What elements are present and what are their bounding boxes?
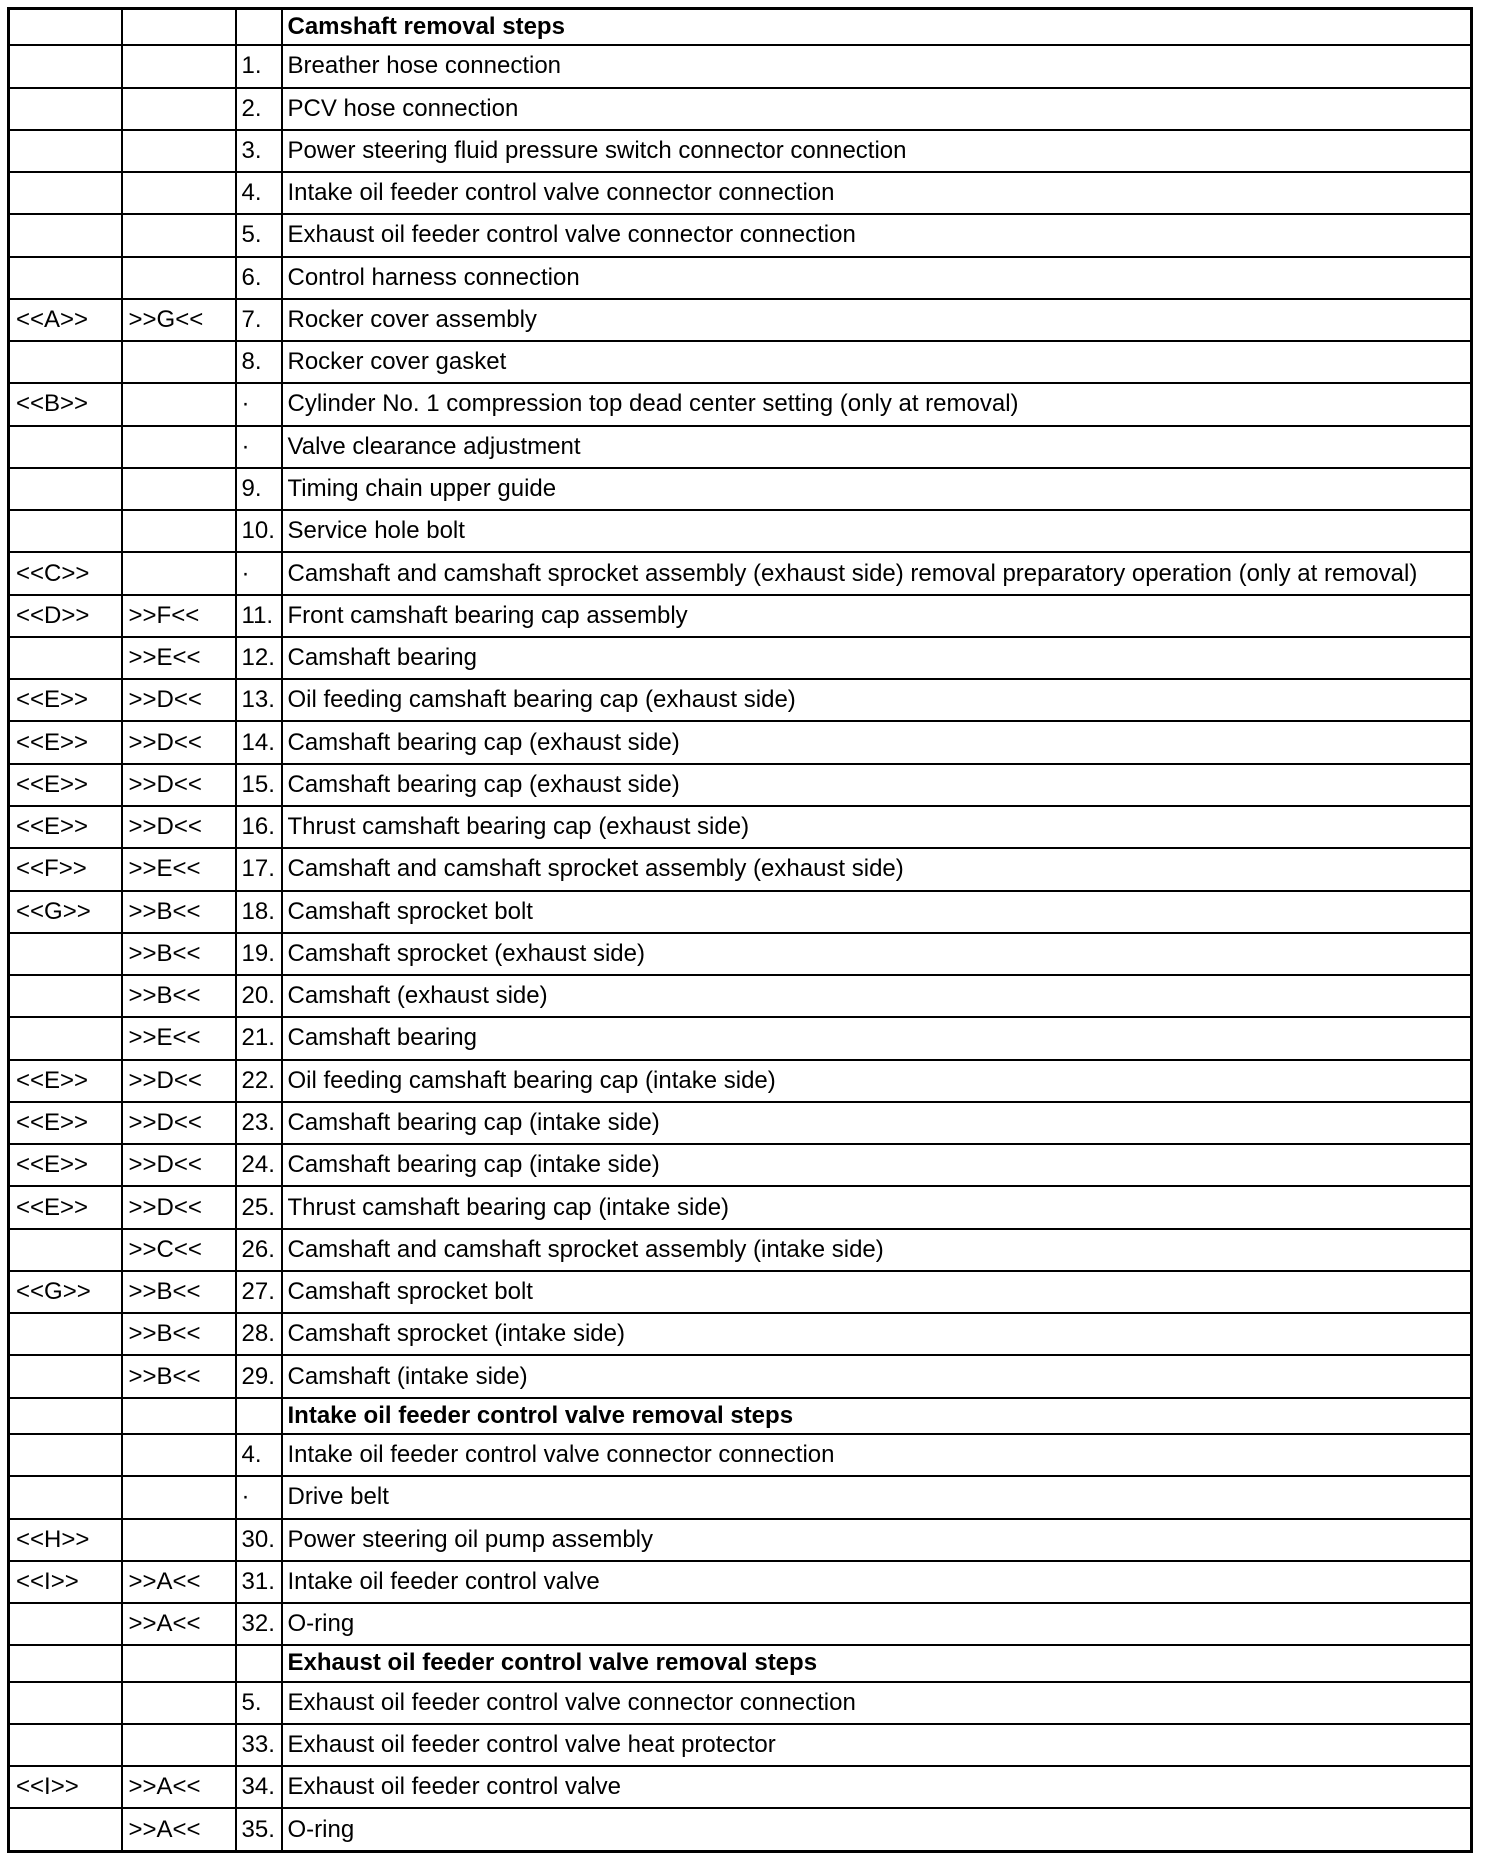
installation-service-point: >>D<< <box>122 1186 236 1228</box>
step-number: 25. <box>236 1186 282 1228</box>
step-description: Camshaft and camshaft sprocket assembly (exhaust side) <box>282 848 1472 890</box>
step-description: Power steering oil pump assembly <box>282 1519 1472 1561</box>
installation-service-point <box>122 1476 236 1518</box>
removal-service-point <box>9 1313 122 1355</box>
installation-service-point <box>122 383 236 425</box>
step-description: Camshaft (intake side) <box>282 1355 1472 1397</box>
step-number: 9. <box>236 468 282 510</box>
removal-service-point: <<E>> <box>9 1102 122 1144</box>
step-description: Timing chain upper guide <box>282 468 1472 510</box>
installation-service-point: >>G<< <box>122 299 236 341</box>
step-number: · <box>236 426 282 468</box>
removal-service-point: <<E>> <box>9 806 122 848</box>
removal-service-point <box>9 1434 122 1476</box>
removal-service-point <box>9 1017 122 1059</box>
installation-service-point <box>122 130 236 172</box>
table-row <box>9 383 1472 425</box>
removal-service-point <box>9 1398 122 1434</box>
table-row <box>9 1229 1472 1271</box>
step-number: 1. <box>236 45 282 87</box>
installation-service-point: >>B<< <box>122 1355 236 1397</box>
step-number: 32. <box>236 1603 282 1645</box>
removal-service-point <box>9 1682 122 1724</box>
removal-service-point <box>9 214 122 256</box>
step-description: Exhaust oil feeder control valve <box>282 1766 1472 1808</box>
step-number: 19. <box>236 933 282 975</box>
step-number: 3. <box>236 130 282 172</box>
step-number: 21. <box>236 1017 282 1059</box>
installation-service-point: >>A<< <box>122 1561 236 1603</box>
removal-service-point <box>9 426 122 468</box>
step-number <box>236 9 282 46</box>
table-row <box>9 45 1472 87</box>
step-number: 20. <box>236 975 282 1017</box>
step-number: · <box>236 552 282 594</box>
step-description: Drive belt <box>282 1476 1472 1518</box>
installation-service-point <box>122 257 236 299</box>
step-description: Camshaft and camshaft sprocket assembly (intake side) <box>282 1229 1472 1271</box>
table-row <box>9 510 1472 552</box>
section-title: Camshaft removal steps <box>282 9 1472 46</box>
step-number: 5. <box>236 1682 282 1724</box>
step-description: Camshaft sprocket (exhaust side) <box>282 933 1472 975</box>
removal-service-point: <<E>> <box>9 1186 122 1228</box>
step-description: Oil feeding camshaft bearing cap (exhaust side) <box>282 679 1472 721</box>
table-row <box>9 257 1472 299</box>
table-row <box>9 806 1472 848</box>
step-description: Rocker cover gasket <box>282 341 1472 383</box>
installation-service-point: >>D<< <box>122 721 236 763</box>
step-description: Camshaft bearing cap (exhaust side) <box>282 721 1472 763</box>
removal-service-point: <<C>> <box>9 552 122 594</box>
step-description: Intake oil feeder control valve connector connection <box>282 1434 1472 1476</box>
installation-service-point: >>B<< <box>122 891 236 933</box>
step-description: Thrust camshaft bearing cap (intake side) <box>282 1186 1472 1228</box>
table-row <box>9 1144 1472 1186</box>
step-description: Valve clearance adjustment <box>282 426 1472 468</box>
table-row <box>9 1186 1472 1228</box>
step-number: 34. <box>236 1766 282 1808</box>
removal-service-point: <<E>> <box>9 721 122 763</box>
step-description: Intake oil feeder control valve connector connection <box>282 172 1472 214</box>
step-number: 17. <box>236 848 282 890</box>
step-description: Intake oil feeder control valve <box>282 1561 1472 1603</box>
installation-service-point: >>B<< <box>122 1313 236 1355</box>
step-number: 13. <box>236 679 282 721</box>
table-row <box>9 1271 1472 1313</box>
table-row <box>9 595 1472 637</box>
installation-service-point: >>E<< <box>122 637 236 679</box>
step-description: Rocker cover assembly <box>282 299 1472 341</box>
step-number: 11. <box>236 595 282 637</box>
installation-service-point: >>B<< <box>122 1271 236 1313</box>
step-number: 12. <box>236 637 282 679</box>
installation-service-point <box>122 510 236 552</box>
installation-service-point: >>D<< <box>122 679 236 721</box>
table-row <box>9 637 1472 679</box>
table-row <box>9 1017 1472 1059</box>
step-description: Front camshaft bearing cap assembly <box>282 595 1472 637</box>
table-row <box>9 1766 1472 1808</box>
step-description: Oil feeding camshaft bearing cap (intake side) <box>282 1060 1472 1102</box>
installation-service-point <box>122 1645 236 1681</box>
section-header-row <box>9 1645 1472 1681</box>
removal-service-point: <<G>> <box>9 891 122 933</box>
removal-service-point <box>9 1229 122 1271</box>
table-row <box>9 468 1472 510</box>
installation-service-point <box>122 426 236 468</box>
step-number <box>236 1398 282 1434</box>
table-row <box>9 1313 1472 1355</box>
removal-service-point: <<F>> <box>9 848 122 890</box>
table-row <box>9 1434 1472 1476</box>
table-row <box>9 679 1472 721</box>
installation-service-point <box>122 1434 236 1476</box>
section-title: Exhaust oil feeder control valve removal steps <box>282 1645 1472 1681</box>
table-row <box>9 299 1472 341</box>
removal-service-point <box>9 933 122 975</box>
table-row <box>9 341 1472 383</box>
step-number: 6. <box>236 257 282 299</box>
installation-service-point <box>122 1724 236 1766</box>
removal-service-point: <<A>> <box>9 299 122 341</box>
step-description: Camshaft (exhaust side) <box>282 975 1472 1017</box>
installation-service-point <box>122 88 236 130</box>
table-row <box>9 426 1472 468</box>
removal-service-point <box>9 1808 122 1851</box>
installation-service-point: >>D<< <box>122 764 236 806</box>
step-description: Power steering fluid pressure switch connector connection <box>282 130 1472 172</box>
step-number: 10. <box>236 510 282 552</box>
removal-service-point: <<G>> <box>9 1271 122 1313</box>
step-number: 33. <box>236 1724 282 1766</box>
removal-service-point <box>9 1476 122 1518</box>
step-number: 22. <box>236 1060 282 1102</box>
step-description: Camshaft bearing cap (exhaust side) <box>282 764 1472 806</box>
step-number: 4. <box>236 172 282 214</box>
step-description: Camshaft bearing cap (intake side) <box>282 1144 1472 1186</box>
removal-service-point: <<E>> <box>9 764 122 806</box>
table-row <box>9 933 1472 975</box>
table-row <box>9 891 1472 933</box>
installation-service-point <box>122 468 236 510</box>
step-description: Exhaust oil feeder control valve connector connection <box>282 214 1472 256</box>
step-number: 31. <box>236 1561 282 1603</box>
installation-service-point <box>122 341 236 383</box>
installation-service-point <box>122 9 236 46</box>
step-number: 2. <box>236 88 282 130</box>
table-row <box>9 130 1472 172</box>
installation-service-point: >>E<< <box>122 1017 236 1059</box>
table-row <box>9 172 1472 214</box>
table-row <box>9 1102 1472 1144</box>
step-description: Camshaft sprocket (intake side) <box>282 1313 1472 1355</box>
step-description: Camshaft bearing <box>282 637 1472 679</box>
installation-service-point: >>A<< <box>122 1603 236 1645</box>
removal-service-point: <<I>> <box>9 1561 122 1603</box>
step-number: 26. <box>236 1229 282 1271</box>
installation-service-point: >>D<< <box>122 806 236 848</box>
table-row <box>9 1808 1472 1851</box>
step-number: 16. <box>236 806 282 848</box>
step-number: 5. <box>236 214 282 256</box>
table-row <box>9 848 1472 890</box>
removal-service-point: <<E>> <box>9 1144 122 1186</box>
step-number: 18. <box>236 891 282 933</box>
installation-service-point: >>A<< <box>122 1766 236 1808</box>
removal-service-point <box>9 1724 122 1766</box>
installation-service-point <box>122 172 236 214</box>
step-description: Camshaft bearing cap (intake side) <box>282 1102 1472 1144</box>
step-number: · <box>236 383 282 425</box>
step-number: 30. <box>236 1519 282 1561</box>
step-description: Breather hose connection <box>282 45 1472 87</box>
installation-service-point: >>B<< <box>122 933 236 975</box>
installation-service-point <box>122 1682 236 1724</box>
removal-service-point <box>9 468 122 510</box>
removal-service-point <box>9 9 122 46</box>
installation-service-point: >>D<< <box>122 1060 236 1102</box>
removal-steps-table <box>7 7 1473 1853</box>
removal-service-point <box>9 1645 122 1681</box>
table-row <box>9 552 1472 594</box>
step-description: O-ring <box>282 1808 1472 1851</box>
step-number: · <box>236 1476 282 1518</box>
step-number: 14. <box>236 721 282 763</box>
removal-service-point <box>9 975 122 1017</box>
installation-service-point <box>122 214 236 256</box>
removal-service-point: <<D>> <box>9 595 122 637</box>
installation-service-point: >>E<< <box>122 848 236 890</box>
removal-service-point <box>9 88 122 130</box>
step-description: Camshaft sprocket bolt <box>282 891 1472 933</box>
installation-service-point <box>122 1398 236 1434</box>
removal-service-point <box>9 1603 122 1645</box>
removal-service-point: <<E>> <box>9 679 122 721</box>
table-row <box>9 1519 1472 1561</box>
removal-service-point <box>9 1355 122 1397</box>
step-number: 4. <box>236 1434 282 1476</box>
table-row <box>9 1724 1472 1766</box>
installation-service-point: >>F<< <box>122 595 236 637</box>
removal-service-point <box>9 45 122 87</box>
removal-service-point <box>9 637 122 679</box>
step-number <box>236 1645 282 1681</box>
table-row <box>9 1476 1472 1518</box>
step-number: 24. <box>236 1144 282 1186</box>
step-description: Service hole bolt <box>282 510 1472 552</box>
step-number: 29. <box>236 1355 282 1397</box>
table-row <box>9 1060 1472 1102</box>
removal-service-point: <<H>> <box>9 1519 122 1561</box>
removal-service-point <box>9 130 122 172</box>
table-row <box>9 214 1472 256</box>
section-header-row <box>9 1398 1472 1434</box>
table-row <box>9 88 1472 130</box>
removal-service-point <box>9 341 122 383</box>
installation-service-point: >>D<< <box>122 1102 236 1144</box>
removal-service-point: <<B>> <box>9 383 122 425</box>
table-row <box>9 1561 1472 1603</box>
step-description: PCV hose connection <box>282 88 1472 130</box>
table-row <box>9 1682 1472 1724</box>
removal-service-point <box>9 172 122 214</box>
installation-service-point <box>122 552 236 594</box>
step-number: 28. <box>236 1313 282 1355</box>
installation-service-point <box>122 45 236 87</box>
step-description: Camshaft sprocket bolt <box>282 1271 1472 1313</box>
step-description: Camshaft bearing <box>282 1017 1472 1059</box>
installation-service-point: >>D<< <box>122 1144 236 1186</box>
removal-service-point <box>9 510 122 552</box>
table-body <box>9 9 1472 1852</box>
table-row <box>9 764 1472 806</box>
installation-service-point <box>122 1519 236 1561</box>
step-description: Exhaust oil feeder control valve connector connection <box>282 1682 1472 1724</box>
table-row <box>9 1355 1472 1397</box>
step-description: Camshaft and camshaft sprocket assembly (exhaust side) removal preparatory operation (only at removal) <box>282 552 1472 594</box>
step-description: Thrust camshaft bearing cap (exhaust side) <box>282 806 1472 848</box>
step-description: O-ring <box>282 1603 1472 1645</box>
step-description: Cylinder No. 1 compression top dead center setting (only at removal) <box>282 383 1472 425</box>
installation-service-point: >>A<< <box>122 1808 236 1851</box>
table-row <box>9 1603 1472 1645</box>
removal-service-point <box>9 257 122 299</box>
step-number: 27. <box>236 1271 282 1313</box>
step-number: 35. <box>236 1808 282 1851</box>
step-number: 8. <box>236 341 282 383</box>
installation-service-point: >>C<< <box>122 1229 236 1271</box>
removal-service-point: <<I>> <box>9 1766 122 1808</box>
step-number: 7. <box>236 299 282 341</box>
step-description: Exhaust oil feeder control valve heat protector <box>282 1724 1472 1766</box>
installation-service-point: >>B<< <box>122 975 236 1017</box>
step-number: 23. <box>236 1102 282 1144</box>
section-header-row <box>9 9 1472 46</box>
removal-service-point: <<E>> <box>9 1060 122 1102</box>
table-row <box>9 975 1472 1017</box>
step-number: 15. <box>236 764 282 806</box>
step-description: Control harness connection <box>282 257 1472 299</box>
section-title: Intake oil feeder control valve removal steps <box>282 1398 1472 1434</box>
table-row <box>9 721 1472 763</box>
